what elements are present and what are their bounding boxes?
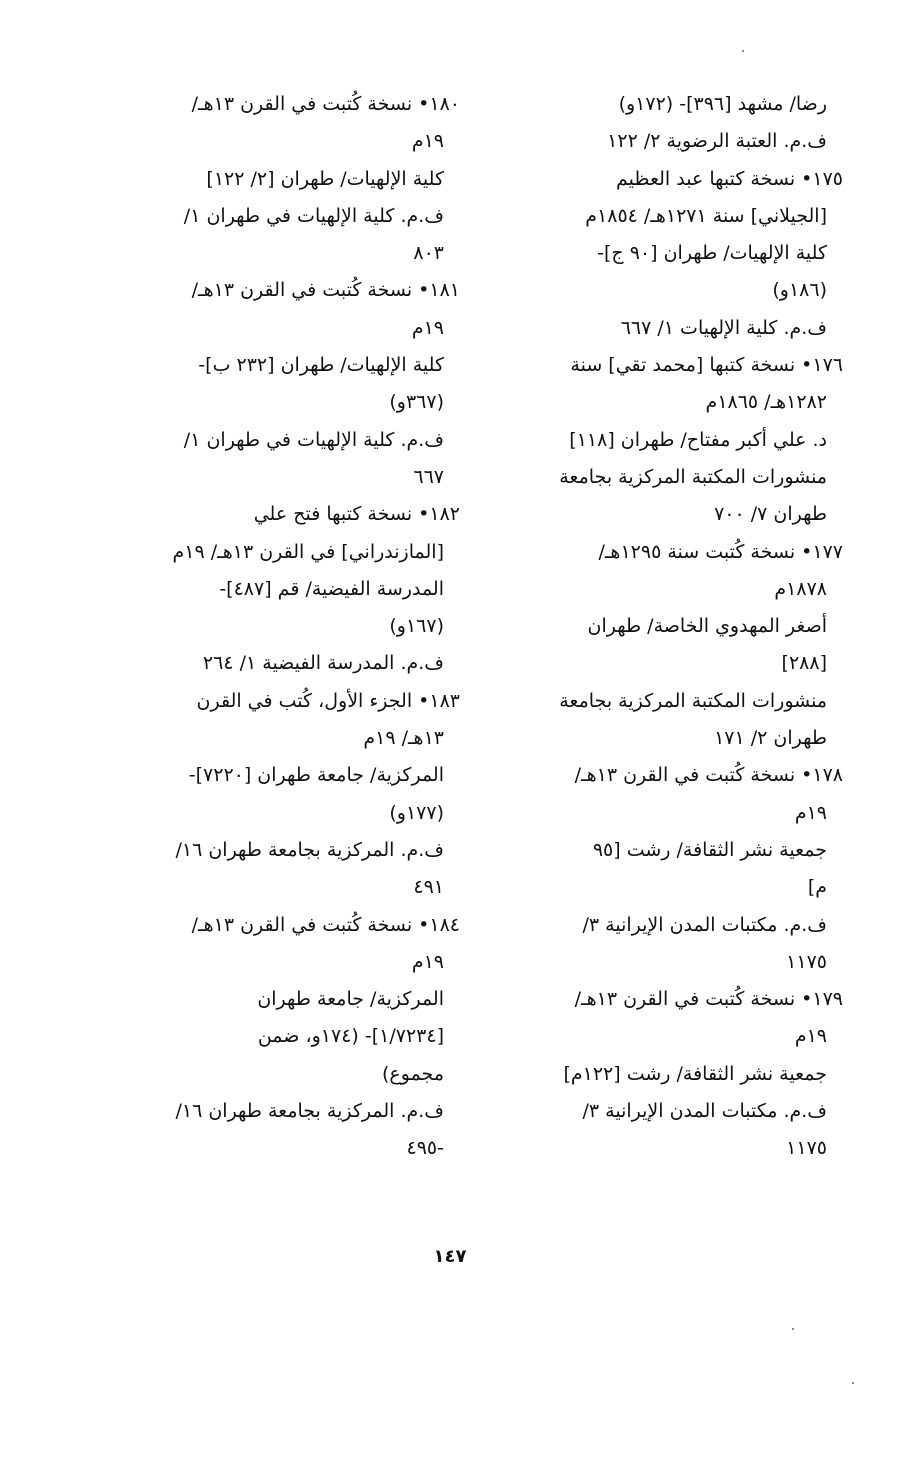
entry-line: ف.م. مكتبات المدن الإيرانية ٣/ xyxy=(582,913,827,936)
entry-line: (١٦٧و) xyxy=(389,615,444,638)
entry-line: ١٨٧٨م xyxy=(774,577,827,600)
entry-line: طهران ٢/ ١٧١ xyxy=(714,727,827,750)
entry-line: كلية الإلهيات/ طهران [٢/ ١٢٢] xyxy=(206,167,444,190)
entry-line: رضا/ مشهد [٣٩٦]- (١٧٢و) xyxy=(618,93,827,115)
entry-line: ١٨١• نسخة كُتبت في القرن ١٣هـ/ xyxy=(191,279,460,302)
scan-speck xyxy=(852,1382,854,1384)
entry-line: ٤٩١ xyxy=(413,876,444,899)
entry-line: ١٧٧• نسخة كُتبت سنة ١٢٩٥هـ/ xyxy=(598,540,843,563)
entry-line: د. علي أكبر مفتاح/ طهران [١١٨] xyxy=(569,428,827,451)
entry-line: ف.م. المدرسة الفيضية ١/ ٢٦٤ xyxy=(202,652,444,675)
entry-line: ١٩م xyxy=(794,801,827,824)
entry-line: [الجيلاني] سنة ١٢٧١هـ/ ١٨٥٤م xyxy=(585,204,827,227)
entry-line: جمعية نشر الثقافة/ رشت [١٢٢م] xyxy=(563,1062,827,1085)
entry-line: ١٩م xyxy=(411,950,444,973)
entry-line: ١٢٨٢هـ/ ١٨٦٥م xyxy=(705,391,827,414)
entry-line: ١٧٨• نسخة كُتبت في القرن ١٣هـ/ xyxy=(574,764,843,787)
entry-line: ١١٧٥ xyxy=(786,1137,827,1160)
entry-line: مجموع) xyxy=(382,1062,444,1085)
entry-line: ١٩م xyxy=(411,316,444,339)
left-column xyxy=(115,86,460,1168)
entry-line: ١٨٤• نسخة كُتبت في القرن ١٣هـ/ xyxy=(191,913,460,936)
entry-line: ف.م. مكتبات المدن الإيرانية ٣/ xyxy=(582,1100,827,1123)
entry-line: ٦٦٧ xyxy=(413,465,444,488)
entry-line: ف.م. المركزية بجامعة طهران ١٦/ xyxy=(175,1100,444,1123)
entry-line: كلية الإلهيات/ طهران [٢٣٢ ب]- xyxy=(198,354,444,377)
entry-line: طهران ٧/ ٧٠٠ xyxy=(714,503,827,526)
entry-line: ١٧٥• نسخة كتبها عبد العظيم xyxy=(616,167,843,190)
entry-line: (١٧٧و) xyxy=(389,801,444,824)
entry-line: المركزية/ جامعة طهران xyxy=(257,988,444,1011)
entry-line: ١٧٩• نسخة كُتبت في القرن ١٣هـ/ xyxy=(574,988,843,1011)
entry-line: منشورات المكتبة المركزية بجامعة xyxy=(559,465,827,488)
right-column xyxy=(498,86,843,1168)
entry-line: ١٩م xyxy=(794,1025,827,1048)
entry-line: ف.م. المركزية بجامعة طهران ١٦/ xyxy=(175,838,444,861)
entry-line: (٣٦٧و) xyxy=(389,391,444,414)
entry-line: ١٨٣• الجزء الأول، كُتب في القرن xyxy=(196,689,460,712)
entry-line: المدرسة الفيضية/ قم [٤٨٧]- xyxy=(219,577,444,600)
entry-line: ف.م. العتبة الرضوية ٢/ ١٢٢ xyxy=(607,130,827,153)
entry-line: ١٣هـ/ ١٩م xyxy=(363,727,444,750)
entry-line: المركزية/ جامعة طهران [٧٢٢٠]- xyxy=(188,764,444,787)
entry-line: أصغر المهدوي الخاصة/ طهران xyxy=(587,615,827,638)
entry-line: (١٨٦و) xyxy=(772,279,827,302)
scan-speck xyxy=(792,1328,794,1330)
entry-line: م] xyxy=(807,876,827,899)
entry-line: [٢٨٨] xyxy=(781,652,827,675)
entry-line: ١٨٢• نسخة كتبها فتح علي xyxy=(253,503,460,526)
entry-line: منشورات المكتبة المركزية بجامعة xyxy=(559,689,827,712)
entry-line: كلية الإلهيات/ طهران [٩٠ ج]- xyxy=(597,242,827,265)
scan-speck xyxy=(742,50,744,52)
entry-line: ١٩م xyxy=(411,130,444,153)
page-number: ١٤٧ xyxy=(433,1246,467,1267)
entry-line: ف.م. كلية الإلهيات في طهران ١/ xyxy=(183,428,444,451)
entry-line: [١/٧٢٣٤]- (١٧٤و، ضمن xyxy=(257,1025,444,1048)
entry-line: -٤٩٥ xyxy=(406,1137,444,1160)
entry-line: ف.م. كلية الإلهيات ١/ ٦٦٧ xyxy=(620,316,827,339)
entry-line: ١١٧٥ xyxy=(786,950,827,973)
entry-line: ١٧٦• نسخة كتبها [محمد تقي] سنة xyxy=(570,354,843,377)
entry-line: [المازندراني] في القرن ١٣هـ/ ١٩م xyxy=(172,540,444,563)
entry-line: ف.م. كلية الإلهيات في طهران ١/ xyxy=(183,204,444,227)
entry-line: جمعية نشر الثقافة/ رشت [٩٥ xyxy=(592,838,827,861)
entry-line: ٨٠٣ xyxy=(413,242,444,265)
entry-line: ١٨٠• نسخة كُتبت في القرن ١٣هـ/ xyxy=(191,93,460,115)
